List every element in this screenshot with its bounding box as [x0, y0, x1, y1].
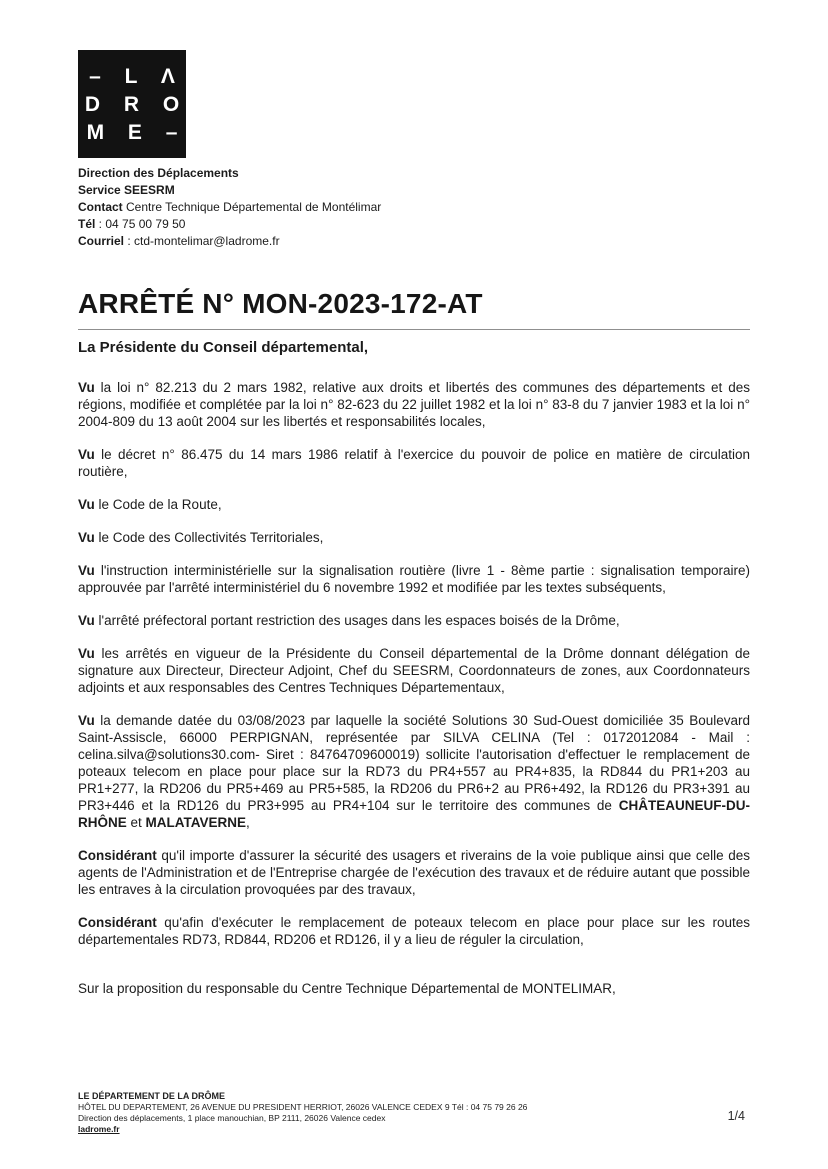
header-contact	[78, 199, 750, 216]
page-title: ARRÊTÉ N° MON-2023-172-AT	[78, 288, 483, 319]
recital-vu-4	[78, 529, 750, 546]
recital-text: la loi n° 82.213 du 2 mars 1982, relative aux droits et libertés des communes des départements et des régions, modifiée et complétée par la loi n° 82-623 du 22 juillet 1982 et la loi n° 83-8 du 7 janvier 1983 et la loi n° 2004-809 du 13 août 2004 sur les libertés et responsabilités locales,	[78, 380, 750, 429]
page-footer	[78, 1091, 750, 1135]
logo-row-2: D R O	[84, 92, 189, 116]
commune-name-2: MALATAVERNE	[145, 815, 247, 830]
recital-considerant-2	[78, 914, 750, 948]
header-service	[78, 182, 750, 199]
recital-text: qu'il importe d'assurer la sécurité des usagers et riverains de la voie publique ainsi que celle des agents de l'Administration et de l'Entreprise chargée de l'exécution des travaux et de réduire autant que possible les entraves à la circulation provoquées par des travaux,	[78, 848, 750, 897]
recital-considerant-1	[78, 847, 750, 898]
footer-address-line-2: Direction des déplacements, 1 place manouchian, BP 2111, 26026 Valence cedex	[78, 1113, 386, 1123]
logo-row-3: M E –	[86, 120, 187, 144]
footer-website-link: ladrome.fr	[78, 1124, 120, 1134]
recital-vu-6	[78, 612, 750, 629]
recital-text: le Code des Collectivités Territoriales,	[94, 530, 324, 545]
logo-row-1: – L Λ	[89, 64, 184, 88]
recital-lead: Vu	[78, 646, 95, 661]
courriel-label: Courriel	[78, 234, 125, 248]
direction-label: Direction des Déplacements	[78, 166, 239, 180]
title-divider	[78, 329, 750, 330]
recital-lead: Considérant	[78, 848, 157, 863]
header-contact-block	[78, 165, 750, 250]
commune-name-1: CHÂTEAUNEUF-DU-RHÔNE	[78, 798, 750, 830]
recital-text: qu'afin d'exécuter le remplacement de poteaux telecom en place pour place sur les routes départementales RD73, RD844, RD206 et RD126, il y a lieu de réguler la circulation,	[78, 915, 750, 947]
recital-text: l'arrêté préfectoral portant restriction des usages dans les espaces boisés de la Drôme,	[94, 613, 620, 628]
header-direction	[78, 165, 750, 182]
footer-org-name: LE DÉPARTEMENT DE LA DRÔME	[78, 1091, 226, 1101]
recital-lead: Vu	[78, 530, 95, 545]
recital-lead: Vu	[78, 563, 95, 578]
tel-value: : 04 75 00 79 50	[95, 217, 186, 231]
recital-text-end: ,	[246, 815, 250, 830]
recital-vu-5	[78, 562, 750, 596]
recital-text: la demande datée du 03/08/2023 par laquelle la société Solutions 30 Sud-Ouest domiciliée 35 Boulevard Saint-Assiscle, 66000 PERPIGNAN, représentée par SILVA CELINA (Tel : 0172012084 - Mail : celina.silva@solutions30.com- Siret : 84764709600019) sollicite l'autorisation d'effectuer le remplacement de poteaux telecom en place pour place sur la RD73 du PR4+557 au PR4+835, la RD844 du PR1+203 au PR1+277, la RD206 du PR5+469 au PR5+585, la RD206 du PR6+2 au PR6+492, la RD126 du PR3+391 au PR3+446 et la RD126 du PR3+995 au PR4+104 sur le territoire des communes de	[78, 713, 750, 813]
recital-lead: Considérant	[78, 915, 157, 930]
recital-text: l'instruction interministérielle sur la signalisation routière (livre 1 - 8ème partie : signalisation temporaire) approuvée par l'arrêté interministériel du 6 novembre 1992 et modifiée par les textes subséquents,	[78, 563, 750, 595]
recital-text: le Code de la Route,	[94, 497, 222, 512]
recital-lead: Vu	[78, 447, 95, 462]
recital-lead: Vu	[78, 613, 95, 628]
recital-text: les arrêtés en vigueur de la Présidente du Conseil départemental de la Drôme donnant délégation de signature aux Directeur, Directeur Adjoint, Chef du SEESRM, Coordonnateurs de zones, aux Coordonnateurs adjoints et aux responsables des Centres Techniques Départementaux,	[78, 646, 750, 695]
recital-lead: Vu	[78, 380, 95, 395]
recital-text-mid: et	[126, 815, 146, 830]
courriel-value: : ctd-montelimar@ladrome.fr	[124, 234, 280, 248]
recital-vu-8	[78, 712, 750, 831]
recital-vu-2	[78, 446, 750, 480]
contact-label: Contact	[78, 200, 123, 214]
page-number: 1/4	[727, 1109, 745, 1123]
footer-address-block	[78, 1091, 527, 1135]
recital-vu-3	[78, 496, 750, 513]
footer-address-line-1: HÔTEL DU DEPARTEMENT, 26 AVENUE DU PRESIDENT HERRIOT, 26026 VALENCE CEDEX 9 Tél : 04 75 79 26 26	[78, 1102, 528, 1112]
recital-lead: Vu	[78, 497, 95, 512]
recital-text: le décret n° 86.475 du 14 mars 1986 relatif à l'exercice du pouvoir de police en matière de circulation routière,	[78, 447, 750, 479]
contact-value: Centre Technique Départemental de Montélimar	[122, 200, 382, 214]
closing-proposition-line: Sur la proposition du responsable du Centre Technique Départemental de MONTELIMAR,	[78, 981, 616, 996]
header-tel	[78, 216, 750, 233]
tel-label: Tél	[78, 217, 96, 231]
recital-vu-7	[78, 645, 750, 696]
header-courriel	[78, 233, 750, 250]
salutation-line: La Présidente du Conseil départemental,	[78, 339, 369, 356]
service-label: Service SEESRM	[78, 183, 175, 197]
recital-vu-1	[78, 379, 750, 430]
ladrome-logo	[78, 50, 189, 158]
recital-lead: Vu	[78, 713, 95, 728]
document-body	[78, 379, 750, 997]
